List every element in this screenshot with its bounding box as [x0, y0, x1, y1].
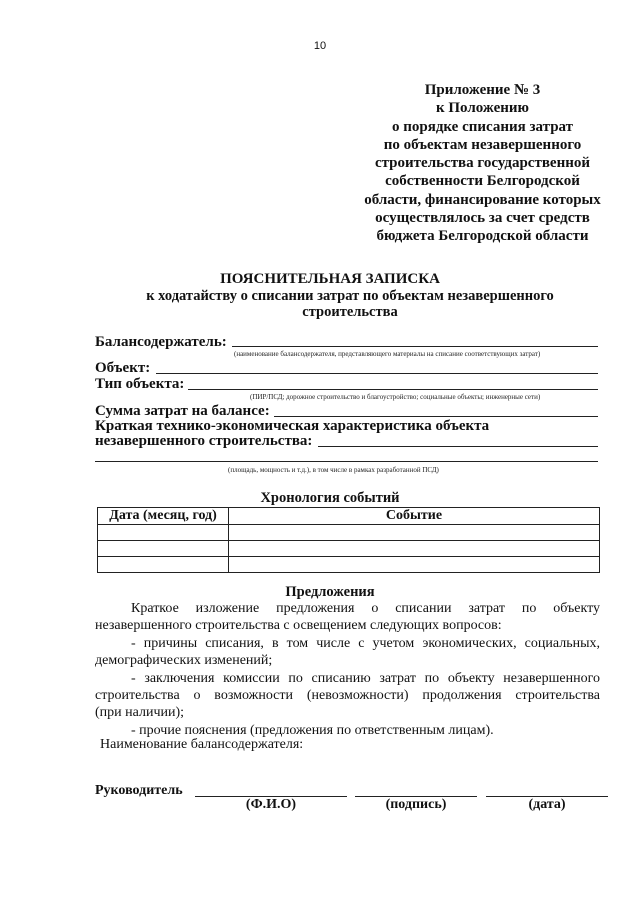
- column-header-date: Дата (месяц, год): [98, 508, 229, 525]
- proposals-item2-line1: - заключения комиссии по списанию затрат по объекту незавершенного: [131, 670, 600, 686]
- appendix-line: о порядке списания затрат: [391, 118, 574, 135]
- object-label: Объект:: [95, 360, 151, 376]
- column-header-event: Событие: [229, 508, 600, 525]
- proposals-body: [95, 600, 600, 739]
- chronology-table: [97, 507, 600, 573]
- proposals-intro-line1: Краткое изложение предложения о списании затрат по объекту: [131, 601, 600, 616]
- appendix-line: собственности Белгородской: [385, 173, 580, 190]
- appendix-header: [330, 81, 635, 246]
- table-cell[interactable]: [98, 541, 229, 557]
- tech-field-2[interactable]: [95, 461, 598, 462]
- tech-label-line2: незавершенного строительства:: [95, 433, 313, 449]
- appendix-line: к Положению: [436, 100, 529, 117]
- cost-field[interactable]: [274, 416, 598, 417]
- appendix-line: Приложение № 3: [424, 82, 541, 98]
- proposals-item1-line2: демографических изменений;: [95, 653, 273, 669]
- subtitle-line: к ходатайству о списании затрат по объектам незавершенного: [146, 288, 554, 304]
- table-header-row: [98, 508, 600, 525]
- tech-label-line1: Краткая технико-экономическая характеристика объекта: [95, 418, 490, 434]
- table-cell[interactable]: [229, 541, 600, 557]
- proposals-item2-line3: (при наличии);: [95, 705, 185, 721]
- balance-holder-label: Балансодержатель:: [95, 334, 227, 350]
- cost-label: Сумма затрат на балансе:: [95, 403, 270, 419]
- balance-holder-field[interactable]: [232, 346, 598, 347]
- date-caption: (дата): [528, 797, 566, 812]
- table-cell[interactable]: [98, 557, 229, 573]
- document-title: ПОЯСНИТЕЛЬНАЯ ЗАПИСКА: [220, 271, 440, 287]
- object-type-field[interactable]: [188, 389, 598, 390]
- tech-hint: (площадь, мощность и т.д.), в том числе в рамках разработанной ПСД): [228, 466, 439, 474]
- object-type-label: Тип объекта:: [95, 376, 185, 392]
- appendix-line: строительства государственной: [374, 155, 591, 172]
- proposals-item3: - прочие пояснения (предложения по ответственным лицам).: [131, 722, 494, 738]
- document-subtitle: [110, 288, 590, 320]
- appendix-line: осуществлялось за счет средств: [375, 210, 590, 227]
- appendix-line: бюджета Белгородской области: [376, 228, 589, 245]
- object-field[interactable]: [156, 373, 598, 374]
- table-row[interactable]: [98, 525, 600, 541]
- appendix-line: области, финансирование которых: [364, 191, 601, 208]
- table-row[interactable]: [98, 541, 600, 557]
- table-row[interactable]: [98, 557, 600, 573]
- head-label: Руководитель: [95, 783, 183, 798]
- table-cell[interactable]: [229, 557, 600, 573]
- proposals-intro-line2: незавершенного строительства с освещением следующих вопросов:: [95, 618, 502, 634]
- object-type-hint: (ПИР/ПСД; дорожное строительство и благоустройство; социальные объекты; инженерные сети): [250, 393, 541, 401]
- table-cell[interactable]: [229, 525, 600, 541]
- proposals-item2-line2: строительства о возможности (невозможности) продолжения строительства: [95, 688, 600, 704]
- tech-field[interactable]: [318, 446, 598, 447]
- table-cell[interactable]: [98, 525, 229, 541]
- page-number: 10: [313, 40, 327, 52]
- subtitle-line: строительства: [302, 304, 398, 320]
- appendix-line: по объектам незавершенного: [383, 136, 582, 153]
- sign-caption: (подпись): [385, 797, 447, 812]
- balance-holder-hint: (наименование балансодержателя, представляющего материалы на списание соответствующих затрат): [234, 350, 541, 358]
- fio-caption: (Ф.И.О): [245, 797, 297, 812]
- chronology-title: Хронология событий: [260, 490, 400, 506]
- holder-name-label: Наименование балансодержателя:: [100, 737, 304, 752]
- proposals-title: Предложения: [285, 584, 375, 600]
- proposals-item1-line1: - причины списания, в том числе с учетом экономических, социальных,: [131, 635, 600, 651]
